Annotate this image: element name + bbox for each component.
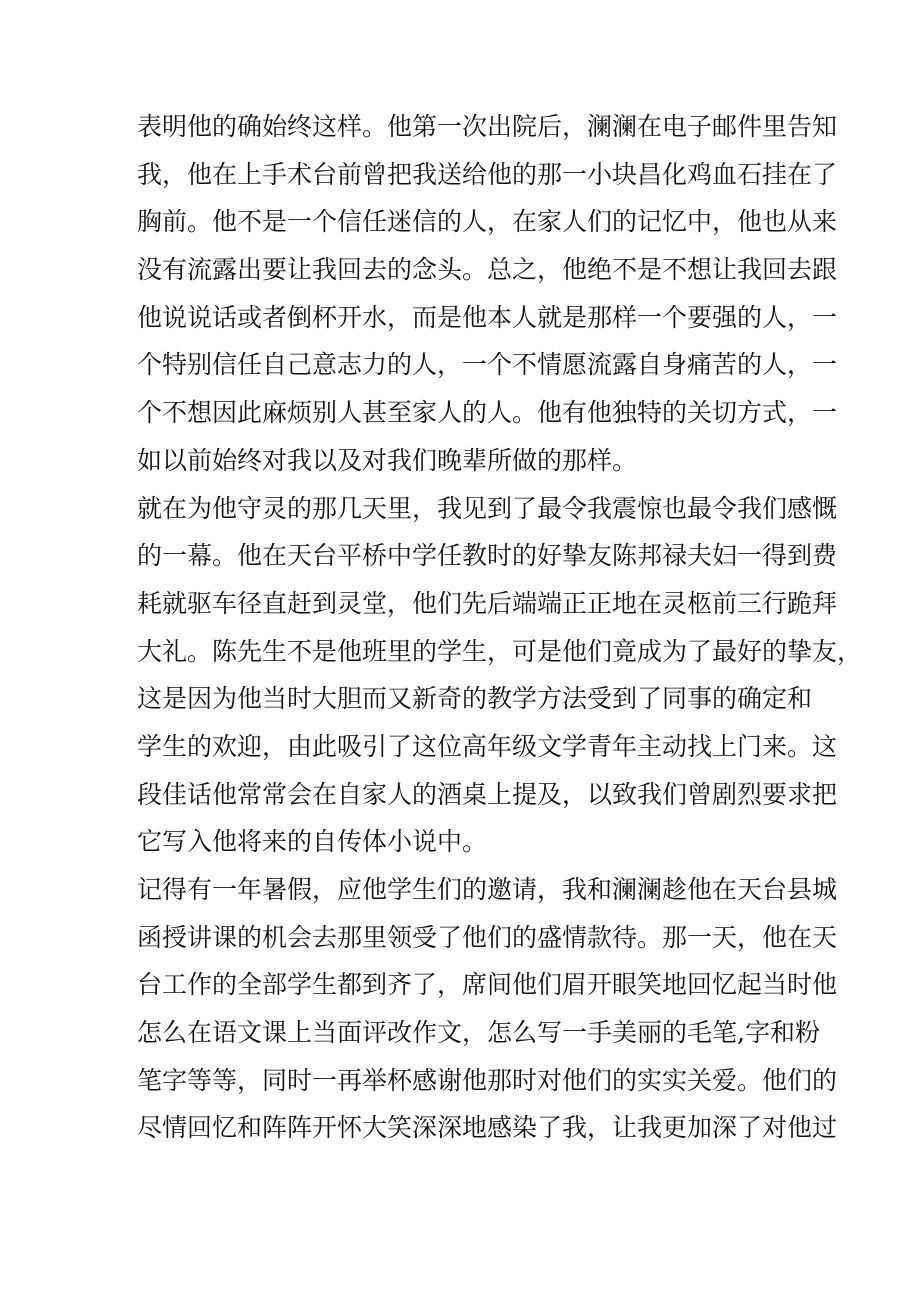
text-line: 笔字等等，同时一再举杯感谢他那时对他们的实实关爱。他们的 (137, 1065, 838, 1095)
text-line: 耗就驱车径直赶到灵堂，他们先后端端正正地在灵柩前三行跪拜 (137, 588, 838, 618)
text-line: 的一幕。他在天台平桥中学任教时的好挚友陈邦禄夫妇一得到费 (137, 541, 838, 571)
text-line: 怎么在语文课上当面评改作文，怎么写一手美丽的毛笔,字和粉 (137, 1018, 820, 1048)
text-line: 尽情回忆和阵阵开怀大笑深深地感染了我，让我更加深了对他过 (137, 1113, 838, 1143)
text-line: 如以前始终对我以及对我们晚辈所做的那样。 (137, 445, 638, 475)
text-line: 台工作的全部学生都到齐了，席间他们眉开眼笑地回忆起当时他 (137, 970, 838, 1000)
text-line: 记得有一年暑假，应他学生们的邀请，我和澜澜趁他在天台县城 (137, 875, 838, 904)
body-text (137, 103, 863, 1152)
text-line: 个特别信任自己意志力的人，一个不情愿流露自身痛苦的人，一 (137, 350, 838, 380)
text-line: 它写入他将来的自传体小说中。 (137, 827, 488, 857)
text-line: 表明他的确始终这样。他第一次出院后，澜澜在电子邮件里告知 (137, 112, 838, 141)
text-line: 大礼。陈先生不是他班里的学生，可是他们竟成为了最好的挚友， (137, 636, 863, 666)
text-line: 这是因为他当时大胆而又新奇的教学方法受到了同事的确定和 (137, 684, 813, 714)
text-line: 他说说话或者倒杯开水，而是他本人就是那样一个要强的人，一 (137, 302, 838, 332)
text-line: 我，他在上手术台前曾把我送给他的那一小块昌化鸡血石挂在了 (137, 159, 838, 189)
text-line: 段佳话他常常会在自家人的酒桌上提及，以致我们曾剧烈要求把 (137, 779, 838, 809)
text-line: 学生的欢迎，由此吸引了这位高年级文学青年主动找上门来。这 (137, 731, 838, 761)
text-line: 个不想因此麻烦别人甚至家人的人。他有他独特的关切方式，一 (137, 398, 838, 428)
text-line: 就在为他守灵的那几天里，我见到了最令我震惊也最令我们感慨 (137, 493, 838, 523)
text-line: 函授讲课的机会去那里领受了他们的盛情款待。那一天，他在天 (137, 922, 838, 952)
text-line: 胸前。他不是一个信任迷信的人，在家人们的记忆中，他也从来 (137, 207, 838, 237)
text-line: 没有流露出要让我回去的念头。总之，他绝不是不想让我回去跟 (137, 255, 838, 285)
